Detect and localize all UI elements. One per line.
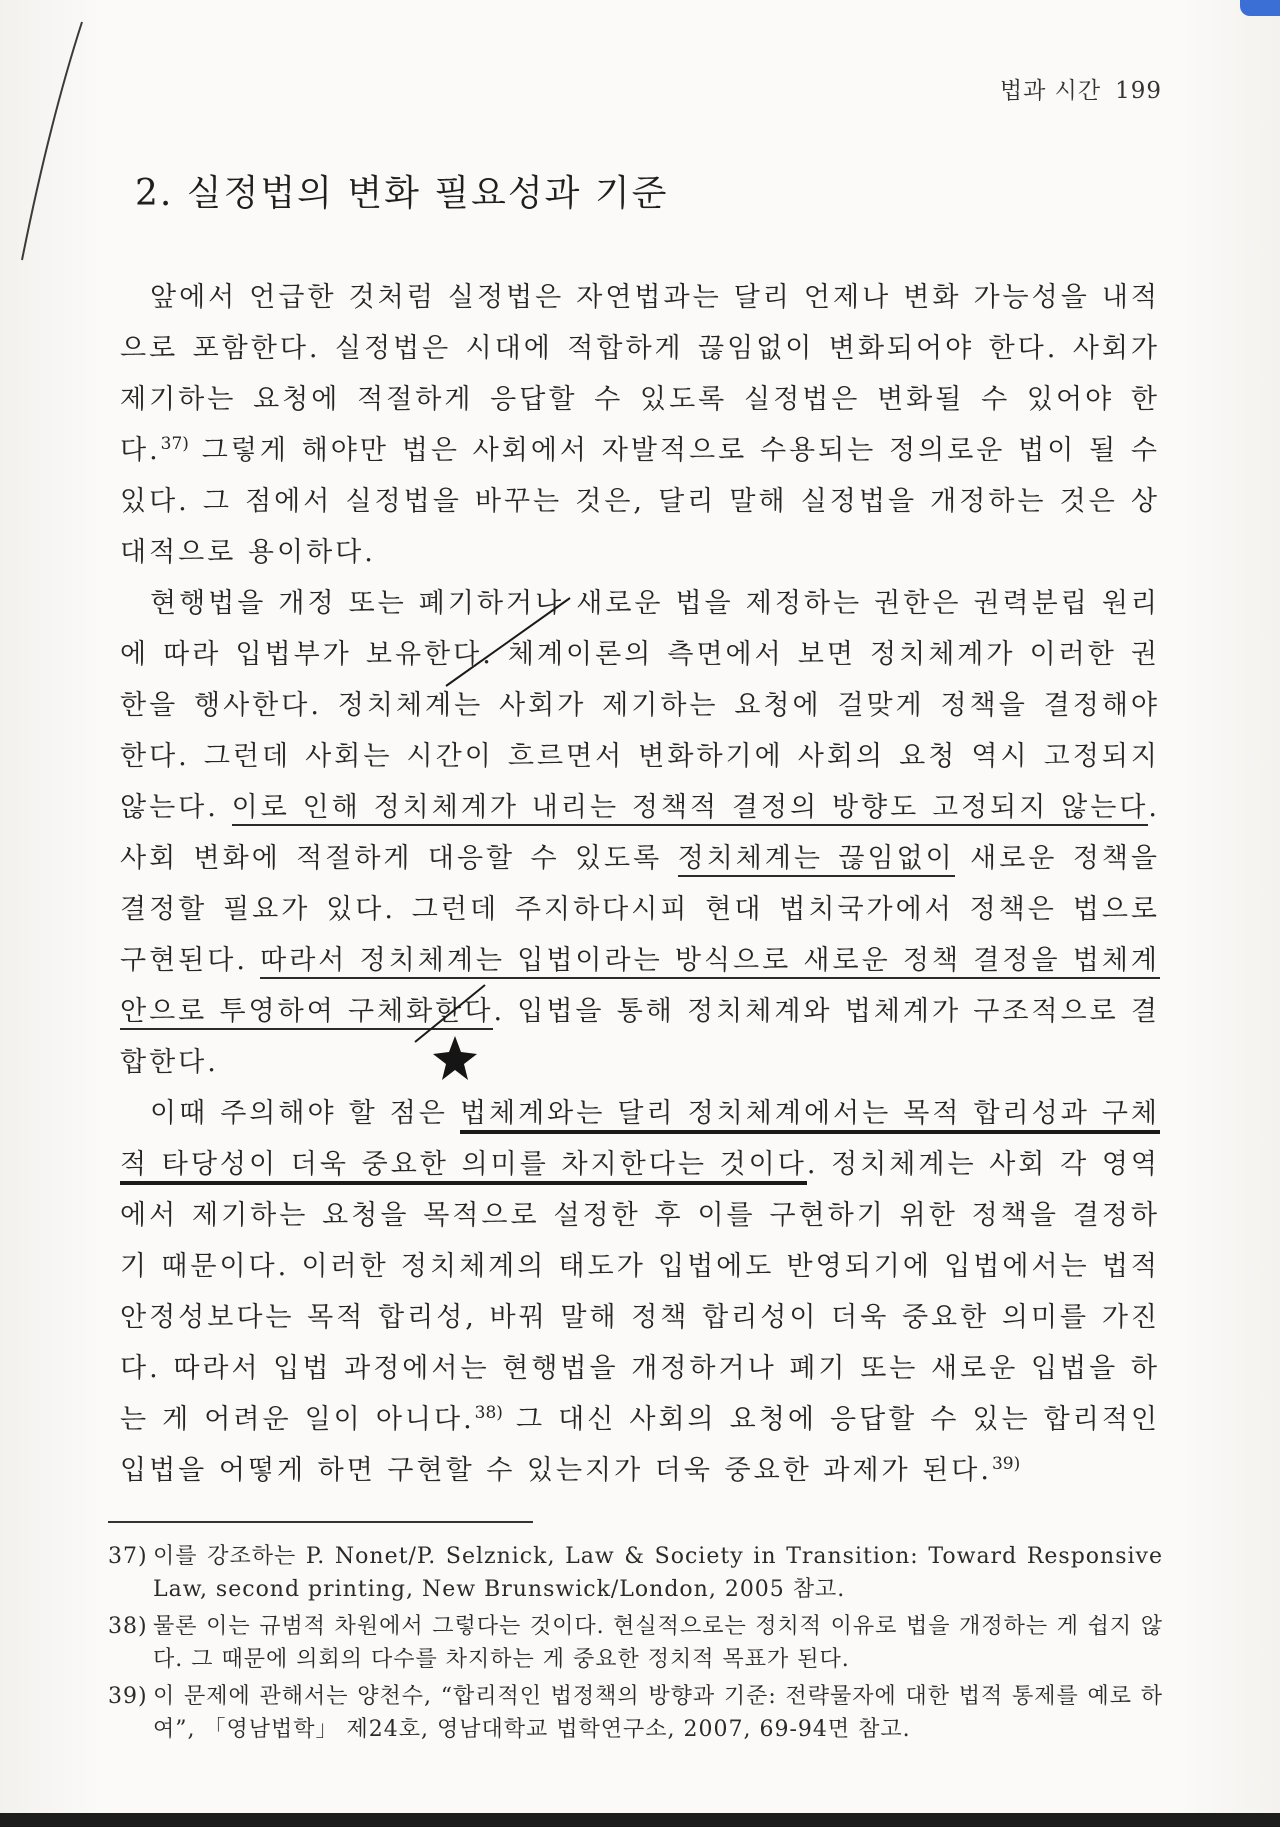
- paragraph-2-text-b: . 사회 변화에 적절하게 대응할 수 있도록: [120, 792, 1160, 874]
- running-title: 법과 시간: [999, 78, 1102, 104]
- paragraph-1-text: 앞에서 언급한 것처럼 실정법은 자연법과는 달리 언제나 변화 가능성을 내적으로 포함한다. 실정법은 시대에 적합하게 끊임없이 변화되어야 한다. 사회가 제기하는 요청에 적절하게 응답할 수 있도록 실정법은 변화될 수 있어야 한다.: [120, 282, 1160, 466]
- paragraph-3: [120, 1088, 1160, 1496]
- paragraph-2-text-d: . 입법을 통해 정치체계와 법체계가 구조적으로 결합한다.: [120, 996, 1160, 1078]
- paragraph-1-text-cont: 그렇게 해야만 법은 사회에서 자발적으로 수용되는 정의로운 법이 될 수 있다. 그 점에서 실정법을 바꾸는 것은, 달리 말해 실정법을 개정하는 것은 상대적으로 용이하다.: [120, 435, 1160, 568]
- paragraph-2-text-a: 현행법을 개정 또는 폐기하거나 새로운 법을 제정하는 권한은 권력분립 원리에 따라 입법부가 보유한다. 체계이론의 측면에서 보면 정치체계가 이러한 권한을 행사한다. 정치체계는 사회가 제기하는 요청에 걸맞게 정책을 결정해야 한다. 그런데 사회는 시간이 흐르면서 변화하기에 사회의 요청 역시 고정되지 않는다.: [120, 588, 1160, 823]
- footnote-ref-39: 39): [991, 1454, 1021, 1474]
- paragraph-2: [120, 578, 1160, 1088]
- footnote-number: 39): [108, 1684, 148, 1709]
- paragraph-2-text-c: 새로운 정책을 결정할 필요가 있다. 그런데 주지하다시피 현대 법치국가에서 정책은 법으로 구현된다.: [120, 843, 1160, 976]
- footnote-39: [108, 1680, 1163, 1746]
- footnote-number: 38): [108, 1614, 148, 1639]
- section-title: 2. 실정법의 변화 필요성과 기준: [135, 173, 669, 214]
- footnote-ref-38: 38): [474, 1403, 503, 1423]
- paragraph-3-text-a: 이때 주의해야 할 점은: [150, 1098, 460, 1129]
- paragraph-3-text-b: . 정치체계는 사회 각 영역에서 제기하는 요청을 목적으로 설정한 후 이를 구현하기 위한 정책을 결정하기 때문이다. 이러한 정치체계의 태도가 입법에도 반영되기에 입법에서는 법적 안정성보다는 목적 합리성, 바꿔 말해 정책 합리성이 더욱 중요한 의미를 가진다. 따라서 입법 과정에서는 현행법을 개정하거나 폐기 또는 새로운 입법을 하는 게 어려운 일이 아니다.: [120, 1149, 1161, 1435]
- paragraph-1: [120, 272, 1160, 578]
- body-text: [120, 272, 1160, 1496]
- page-number: 199: [1115, 78, 1162, 104]
- margin-pen-stroke: [22, 22, 82, 260]
- underlined-phrase-3: 따라서 정치체계는 입법이라는 방식으로 새로운 정책 결정을 법체계 안으로 투영하여 구체화한다: [120, 945, 1160, 1030]
- footnotes: [108, 1540, 1163, 1750]
- underlined-phrase-1: 이로 인해 정치체계가 내리는 정책적 결정의 방향도 고정되지 않는다: [232, 792, 1149, 826]
- scan-edge: [0, 1813, 1280, 1827]
- footnote-number: 37): [108, 1544, 148, 1569]
- footnote-text: 이 문제에 관해서는 양천수, “합리적인 법정책의 방향과 기준: 전략물자에 대한 법적 통제를 예로 하여”, 「영남법학」 제24호, 영남대학교 법학연구소, 2007, 69-94면 참고.: [153, 1684, 1163, 1742]
- footnote-38: [108, 1610, 1163, 1676]
- paragraph-3-text-c: 그 대신 사회의 요청에 응답할 수 있는 합리적인 입법을 어떻게 하면 구현할 수 있는지가 더욱 중요한 과제가 된다.: [120, 1404, 1161, 1486]
- corner-blue-mark: [1240, 0, 1280, 16]
- footnote-text: 이를 강조하는 P. Nonet/P. Selznick, Law & Society in Transition: Toward Responsive Law, second printing, New Brunswick/London, 2005 참고.: [153, 1544, 1163, 1602]
- footnote-37: [108, 1540, 1163, 1606]
- footnote-divider: [108, 1521, 533, 1523]
- footnote-ref-37: 37): [160, 434, 189, 454]
- footnote-text: 물론 이는 규범적 차원에서 그렇다는 것이다. 현실적으로는 정치적 이유로 법을 개정하는 게 쉽지 않다. 그 때문에 의회의 다수를 차지하는 게 중요한 정치적 목표가 된다.: [153, 1614, 1163, 1672]
- running-header: [1000, 72, 1162, 105]
- underlined-phrase-2: 정치체계는 끊임없이: [678, 843, 955, 877]
- underlined-key-sentence: 법체계와는 달리 정치체계에서는 목적 합리성과 구체적 타당성이 더욱 중요한 의미를 차지한다는 것이다: [120, 1098, 1160, 1185]
